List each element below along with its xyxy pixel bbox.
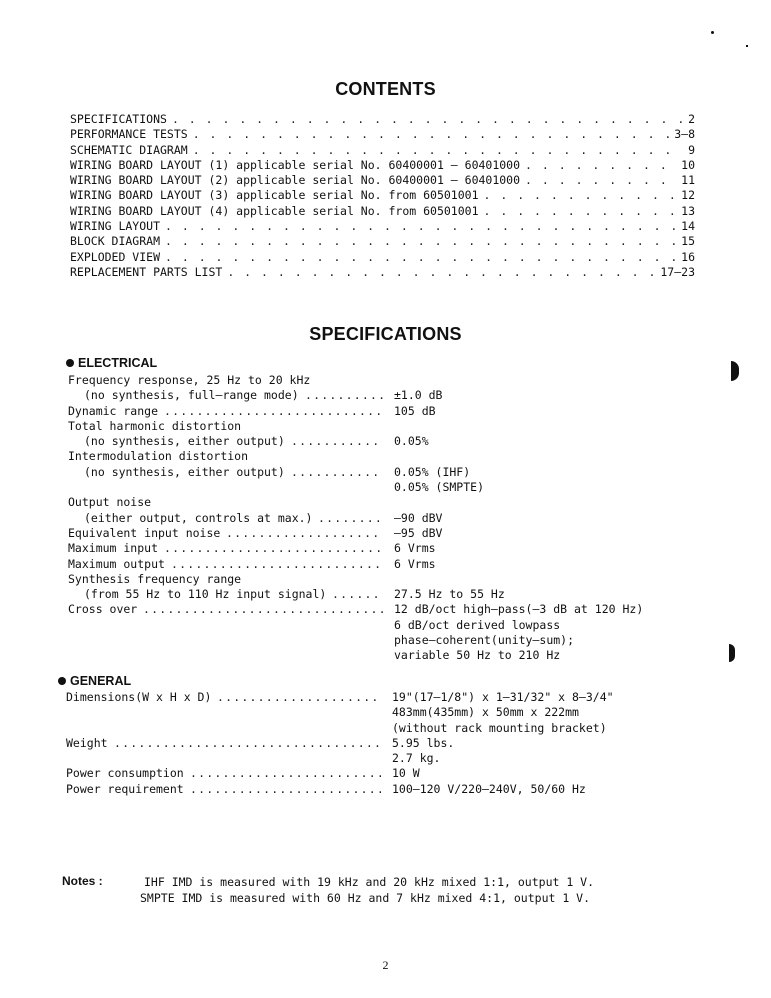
contents-title: CONTENTS xyxy=(335,79,436,99)
dot-leader xyxy=(193,127,670,141)
spec-value: 10 W xyxy=(392,766,420,781)
spec-value: ±1.0 dB xyxy=(394,388,443,403)
spec-row xyxy=(68,449,688,464)
spec-value: 6 Vrms xyxy=(394,556,436,571)
spec-label: Cross over xyxy=(68,602,138,617)
toc-entry xyxy=(70,127,695,142)
spec-label: Dynamic range xyxy=(68,403,159,418)
toc-entry-page: 11 xyxy=(681,173,695,188)
spec-row xyxy=(68,648,688,663)
spec-row xyxy=(68,373,688,388)
toc-entry-page: 3–8 xyxy=(674,127,695,142)
toc-entry-title: WIRING BOARD LAYOUT (4) applicable serial No. from 60501001 xyxy=(70,203,479,218)
spec-row xyxy=(66,705,686,720)
spec-row xyxy=(68,511,688,526)
toc-entry-page: 17–23 xyxy=(660,264,695,279)
spec-value: 0.05% (IHF) xyxy=(394,464,471,479)
toc-entry-page: 12 xyxy=(681,188,695,203)
binder-hole-mark xyxy=(731,361,739,381)
spec-value: 105 dB xyxy=(394,403,436,418)
electrical-heading-label: ELECTRICAL xyxy=(78,356,158,370)
toc-entry-title: EXPLODED VIEW xyxy=(70,249,161,264)
spec-value: 12 dB/oct high–pass(–3 dB at 120 Hz) xyxy=(394,602,644,617)
dot-leader xyxy=(305,388,383,402)
spec-label: Maximum output xyxy=(68,556,165,571)
spec-row xyxy=(68,419,688,434)
spec-value: 5.95 lbs. xyxy=(392,735,455,750)
dot-leader xyxy=(484,188,677,202)
dot-leader xyxy=(114,736,381,750)
dot-leader xyxy=(165,219,676,233)
dot-leader xyxy=(484,204,677,218)
spec-value: 6 dB/oct derived lowpass xyxy=(394,617,561,632)
toc-entry xyxy=(70,173,695,188)
scan-speck xyxy=(711,31,714,34)
toc-entry-page: 13 xyxy=(681,203,695,218)
spec-row xyxy=(68,572,688,587)
spec-row xyxy=(66,782,686,797)
dot-leader xyxy=(291,465,383,479)
spec-value: –90 dBV xyxy=(394,510,443,525)
bullet-icon xyxy=(58,677,66,685)
toc-entry xyxy=(70,112,695,127)
dot-leader xyxy=(164,541,383,555)
toc-entry xyxy=(70,250,695,265)
note-line: IHF IMD is measured with 19 kHz and 20 kHz mixed 1:1, output 1 V. xyxy=(144,875,595,889)
dot-leader xyxy=(171,557,383,571)
dot-leader xyxy=(165,234,676,248)
spec-row xyxy=(68,480,688,495)
dot-leader xyxy=(172,112,683,126)
spec-label: (no synthesis, full–range mode) xyxy=(84,388,299,403)
spec-label: Equivalent input noise xyxy=(68,525,221,540)
dot-leader xyxy=(332,587,383,601)
spec-row xyxy=(68,465,688,480)
spec-row xyxy=(68,541,688,556)
spec-label: Power consumption xyxy=(66,766,184,781)
dot-leader xyxy=(193,143,683,157)
spec-label: Output noise xyxy=(68,495,152,510)
dot-leader xyxy=(525,158,676,172)
spec-value: 0.05% xyxy=(394,434,429,449)
spec-row xyxy=(66,736,686,751)
toc-entry-page: 10 xyxy=(681,157,695,172)
toc-entry-page: 16 xyxy=(681,249,695,264)
spec-row xyxy=(68,602,688,617)
toc-entry xyxy=(70,219,695,234)
toc-entry-title: PERFORMANCE TESTS xyxy=(70,127,188,142)
spec-label: (either output, controls at max.) xyxy=(84,510,313,525)
spec-row xyxy=(68,434,688,449)
dot-leader xyxy=(143,602,383,616)
spec-row xyxy=(68,526,688,541)
toc-entry-title: WIRING BOARD LAYOUT (3) applicable serial No. from 60501001 xyxy=(70,188,479,203)
dot-leader xyxy=(226,526,383,540)
specifications-title: SPECIFICATIONS xyxy=(309,324,462,344)
spec-label: Dimensions(W x H x D) xyxy=(66,690,212,704)
toc-entry-page: 14 xyxy=(681,219,695,234)
toc-entry-title: BLOCK DIAGRAM xyxy=(70,234,161,249)
general-heading xyxy=(58,674,131,688)
toc-entry-page: 9 xyxy=(688,142,695,157)
spec-value: 27.5 Hz to 55 Hz xyxy=(394,587,505,602)
spec-row xyxy=(68,587,688,602)
spec-label: Synthesis frequency range xyxy=(68,571,242,586)
dot-leader xyxy=(217,690,381,704)
dot-leader xyxy=(227,265,655,279)
toc-entry xyxy=(70,234,695,249)
bullet-icon xyxy=(66,359,74,367)
general-spec-list xyxy=(66,690,686,797)
dot-leader xyxy=(165,250,676,264)
toc-entry-title: SCHEMATIC DIAGRAM xyxy=(70,142,188,157)
toc-entry xyxy=(70,143,695,158)
dot-leader xyxy=(318,511,383,525)
toc-entry xyxy=(70,158,695,173)
spec-label: (no synthesis, either output) xyxy=(84,434,285,449)
toc-entry-title: REPLACEMENT PARTS LIST xyxy=(70,264,223,279)
toc-entry-title: WIRING BOARD LAYOUT (1) applicable serial No. 60400001 – 60401000 xyxy=(70,157,521,172)
dot-leader xyxy=(525,173,676,187)
toc-entry-title: SPECIFICATIONS xyxy=(70,112,167,126)
general-heading-label: GENERAL xyxy=(70,674,132,688)
spec-label: Weight xyxy=(66,735,108,750)
spec-value: 2.7 kg. xyxy=(392,751,441,766)
scan-speck xyxy=(746,45,748,47)
dot-leader xyxy=(164,404,383,418)
spec-row xyxy=(66,766,686,781)
spec-row xyxy=(66,751,686,766)
notes-label: Notes : xyxy=(62,874,103,888)
binder-hole-mark xyxy=(729,644,735,662)
electrical-heading xyxy=(66,356,157,370)
spec-value: –95 dBV xyxy=(394,525,443,540)
spec-label: Intermodulation distortion xyxy=(68,449,249,464)
spec-value: 19"(17–1/8") x 1–31/32" x 8–3/4" xyxy=(392,690,614,704)
spec-label: Total harmonic distortion xyxy=(68,418,242,433)
spec-value: (without rack mounting bracket) xyxy=(392,720,607,735)
toc-entry-page: 2 xyxy=(688,112,695,126)
spec-label: (no synthesis, either output) xyxy=(84,464,285,479)
spec-label: (from 55 Hz to 110 Hz input signal) xyxy=(84,587,327,602)
spec-value: phase–coherent(unity–sum); xyxy=(394,633,575,648)
spec-row xyxy=(68,557,688,572)
spec-label: Frequency response, 25 Hz to 20 kHz xyxy=(68,373,311,387)
toc-entry xyxy=(70,188,695,203)
dot-leader xyxy=(190,766,381,780)
note-line: SMPTE IMD is measured with 60 Hz and 7 kHz mixed 4:1, output 1 V. xyxy=(140,891,591,905)
dot-leader xyxy=(291,434,383,448)
contents-list xyxy=(70,112,695,280)
spec-row xyxy=(68,388,688,403)
spec-value: variable 50 Hz to 210 Hz xyxy=(394,648,561,663)
toc-entry xyxy=(70,265,695,280)
toc-entry-page: 15 xyxy=(681,234,695,249)
page-number: 2 xyxy=(382,958,389,972)
spec-row xyxy=(66,690,686,705)
spec-label: Power requirement xyxy=(66,781,184,796)
electrical-spec-list xyxy=(68,373,688,664)
spec-value: 483mm(435mm) x 50mm x 222mm xyxy=(392,705,579,720)
toc-entry xyxy=(70,204,695,219)
spec-value: 100–120 V/220–240V, 50/60 Hz xyxy=(392,781,586,796)
spec-value: 6 Vrms xyxy=(394,541,436,556)
toc-entry-title: WIRING LAYOUT xyxy=(70,219,161,234)
dot-leader xyxy=(190,782,381,796)
spec-row xyxy=(68,618,688,633)
spec-row xyxy=(68,633,688,648)
toc-entry-title: WIRING BOARD LAYOUT (2) applicable serial No. 60400001 – 60401000 xyxy=(70,173,521,188)
spec-value: 0.05% (SMPTE) xyxy=(394,480,485,495)
spec-row xyxy=(68,404,688,419)
spec-row xyxy=(68,495,688,510)
spec-row xyxy=(66,721,686,736)
spec-label: Maximum input xyxy=(68,541,159,556)
